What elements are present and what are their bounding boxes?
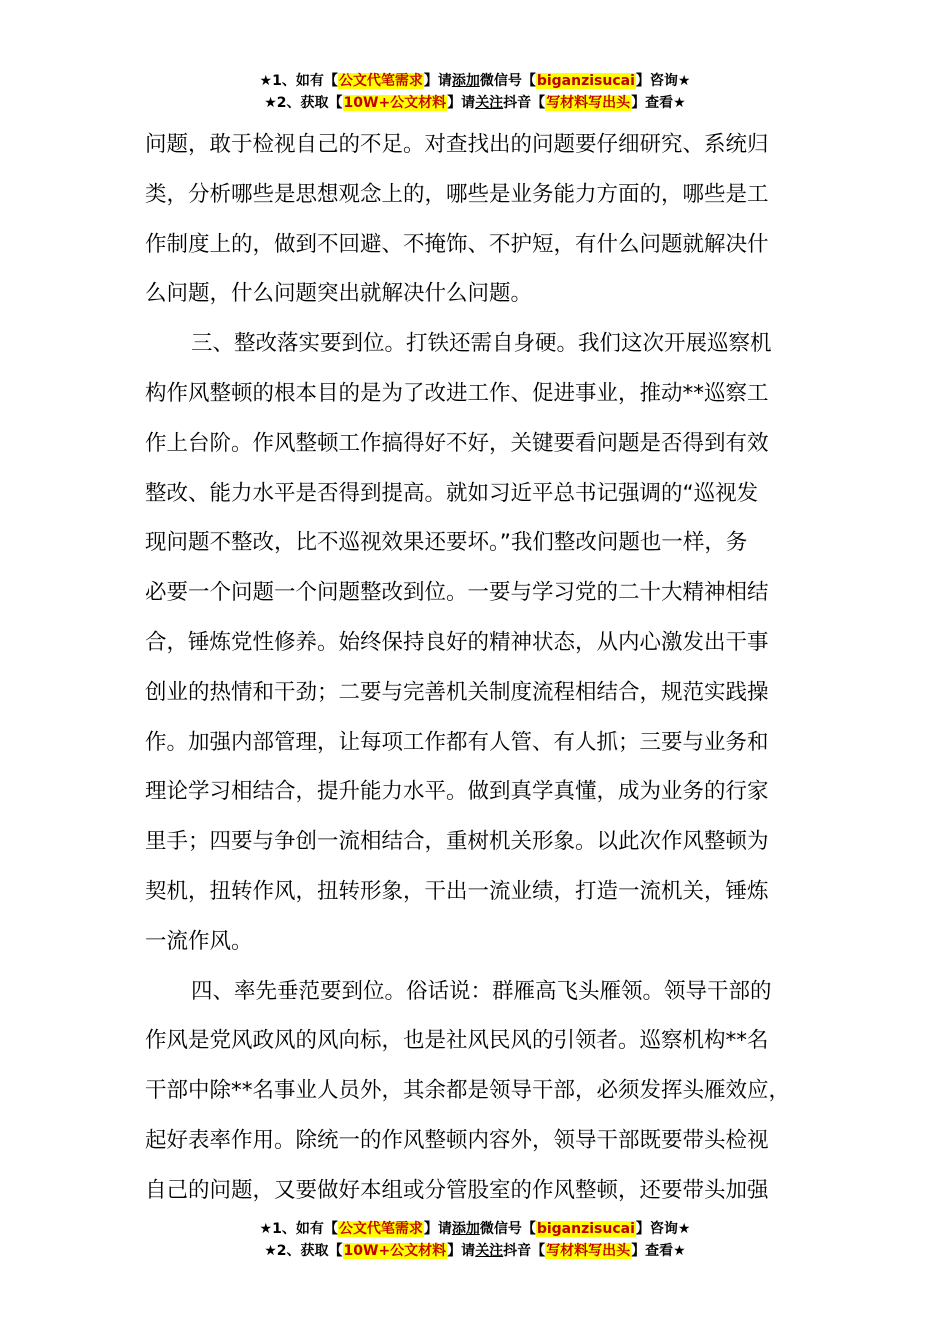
text-line: 里手；四要与争创一流相结合，重树机关形象。以此次作风整顿为 xyxy=(145,829,769,855)
banner-highlight: 公文代笔需求 xyxy=(338,73,423,89)
banner-text: 微信号【 xyxy=(479,73,536,89)
banner-highlight: 写材料写出头 xyxy=(546,95,631,111)
text-line: 整改、能力水平是否得到提高。就如习近平总书记强调的“巡视发 xyxy=(145,480,759,506)
banner-line-1 xyxy=(0,1218,950,1240)
text-line: 契机，扭转作风，扭转形象，干出一流业绩，打造一流机关，锤炼 xyxy=(145,878,769,904)
banner-underlined: 关注 xyxy=(475,1243,504,1259)
banner-highlight: 写材料写出头 xyxy=(546,1243,631,1259)
banner-line-2 xyxy=(0,1240,950,1262)
text-line: 作上台阶。作风整顿工作搞得好不好，关键要看问题是否得到有效 xyxy=(145,430,769,456)
section-heading-line: 四、率先垂范要到位。俗话说：群雁高飞头雁领。领导干部的 xyxy=(191,978,772,1004)
banner-text: 】咨询★ xyxy=(635,73,691,89)
text-line: 作制度上的，做到不回避、不掩饰、不护短，有什么问题就解决什 xyxy=(145,231,769,257)
banner-highlight: 10W+公文材料 xyxy=(343,1243,447,1259)
banner-text: ★1、如有【 xyxy=(259,73,338,89)
text-line: 么问题，什么问题突出就解决什么问题。 xyxy=(145,281,533,307)
banner-text: 】请 xyxy=(447,1243,476,1259)
section-heading-line: 三、整改落实要到位。打铁还需自身硬。我们这次开展巡察机 xyxy=(191,331,772,357)
document-body xyxy=(145,120,810,1216)
banner-text: ★2、获取【 xyxy=(264,95,343,111)
top-banner xyxy=(0,70,950,114)
banner-text: 抖音【 xyxy=(503,95,546,111)
banner-text: 】咨询★ xyxy=(635,1221,691,1237)
text-line: 一流作风。 xyxy=(145,928,253,954)
text-line: 合，锤炼党性修养。始终保持良好的精神状态，从内心激发出干事 xyxy=(145,629,769,655)
text-line: 现问题不整改，比不巡视效果还要坏。”我们整改问题也一样，务 xyxy=(145,530,748,556)
text-line: 问题，敢于检视自己的不足。对查找出的问题要仔细研究、系统归 xyxy=(145,132,769,157)
banner-text: 】请 xyxy=(423,73,452,89)
text-line: 干部中除**名事业人员外，其余都是领导干部，必须发挥头雁效应， xyxy=(145,1078,791,1104)
banner-text: 】请 xyxy=(423,1221,452,1237)
banner-underlined: 添加 xyxy=(451,1221,480,1237)
banner-highlight: biganzisucai xyxy=(536,73,635,89)
text-line: 构作风整顿的根本目的是为了改进工作、促进事业，推动**巡察工 xyxy=(145,380,769,406)
text-line: 创业的热情和干劲；二要与完善机关制度流程相结合，规范实践操 xyxy=(145,679,769,705)
text-line: 作风是党风政风的风向标，也是社风民风的引领者。巡察机构**名 xyxy=(145,1028,769,1054)
banner-text: ★1、如有【 xyxy=(259,1221,338,1237)
text-line: 理论学习相结合，提升能力水平。做到真学真懂，成为业务的行家 xyxy=(145,779,769,805)
banner-text: 】查看★ xyxy=(631,1243,686,1259)
banner-text: ★2、获取【 xyxy=(264,1243,343,1259)
bottom-banner xyxy=(0,1218,950,1262)
banner-text: 】查看★ xyxy=(631,95,686,111)
banner-highlight: biganzisucai xyxy=(536,1221,635,1237)
banner-highlight: 公文代笔需求 xyxy=(338,1221,423,1237)
text-line: 必要一个问题一个问题整改到位。一要与学习党的二十大精神相结 xyxy=(145,580,769,606)
banner-underlined: 关注 xyxy=(475,95,504,111)
text-line: 自己的问题，又要做好本组或分管股室的作风整顿，还要带头加强 xyxy=(145,1177,769,1203)
text-line: 类，分析哪些是思想观念上的，哪些是业务能力方面的，哪些是工 xyxy=(145,181,769,207)
banner-line-2 xyxy=(0,92,950,114)
text-line: 作。加强内部管理，让每项工作都有人管、有人抓；三要与业务和 xyxy=(145,729,769,755)
banner-underlined: 添加 xyxy=(451,73,480,89)
banner-highlight: 10W+公文材料 xyxy=(343,95,447,111)
banner-text: 微信号【 xyxy=(479,1221,536,1237)
banner-line-1 xyxy=(0,70,950,92)
banner-text: 抖音【 xyxy=(503,1243,546,1259)
text-line: 起好表率作用。除统一的作风整顿内容外，领导干部既要带头检视 xyxy=(145,1127,769,1153)
banner-text: 】请 xyxy=(447,95,476,111)
